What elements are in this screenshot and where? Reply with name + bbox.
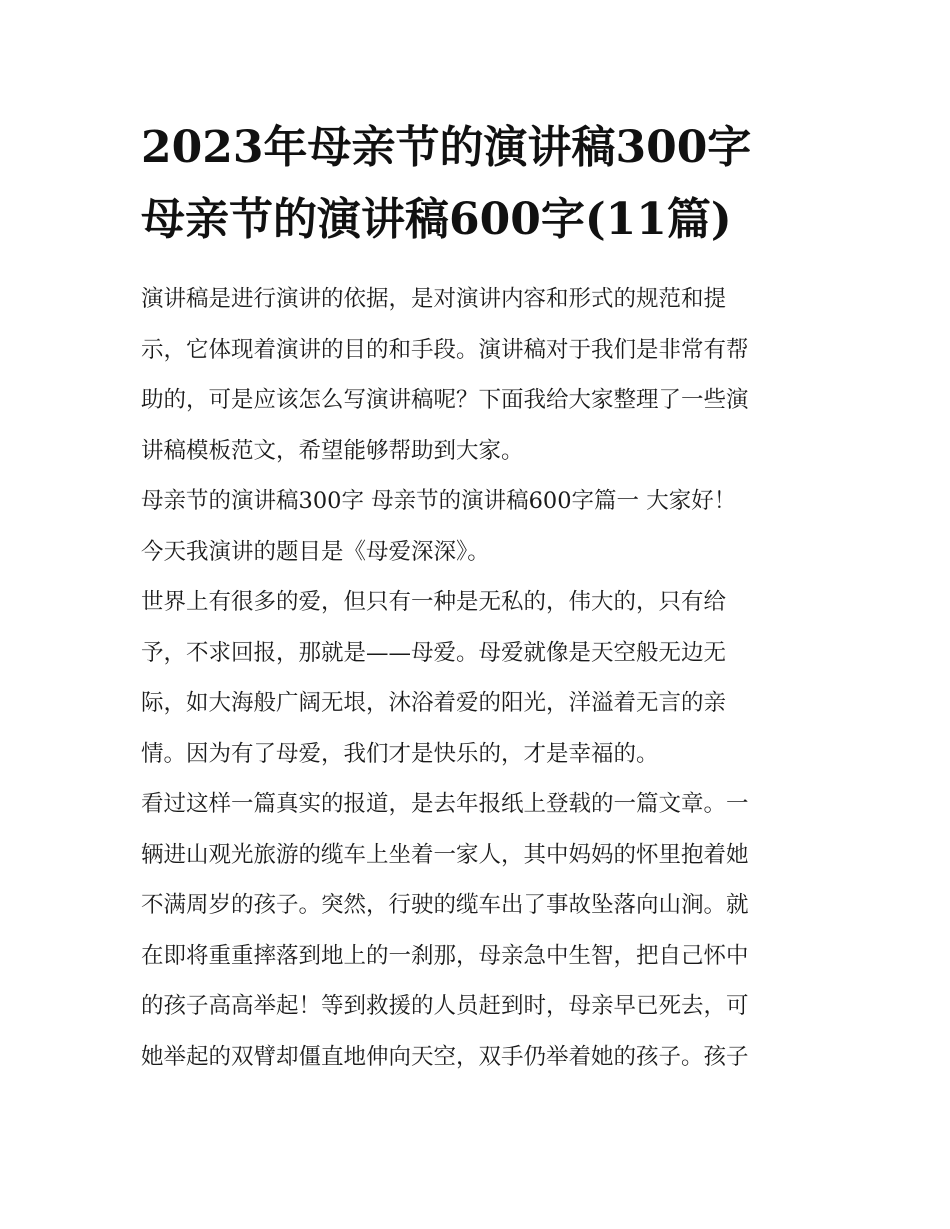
text-line: 世界上有很多的爱，但只有一种是无私的，伟大的，只有给 <box>141 589 727 615</box>
text-line: 她举起的双臂却僵直地伸向天空，双手仍举着她的孩子。孩子 <box>141 1043 749 1070</box>
title-line: 母亲节的演讲稿600字(11篇) <box>141 194 732 245</box>
section-heading-paragraph <box>141 476 813 527</box>
text-line: 的孩子高高举起！等到救援的人员赶到时，母亲早已死去，可 <box>141 993 749 1019</box>
text-line: 不满周岁的孩子。突然，行驶的缆车出了事故坠落向山涧。就 <box>141 892 749 918</box>
text-line: 情。因为有了母爱，我们才是快乐的，才是幸福的。 <box>141 740 659 767</box>
body-paragraph <box>141 577 813 779</box>
text-line: 际，如大海般广阔无垠，沐浴着爱的阳光，洋溢着无言的亲 <box>141 690 727 716</box>
text-line: 讲稿模板范文，希望能够帮助到大家。 <box>141 437 524 464</box>
text-line: 母亲节的演讲稿300字 母亲节的演讲稿600字篇一 大家好！ <box>141 488 737 514</box>
text-line: 予，不求回报，那就是——母爱。母爱就像是天空般无边无 <box>141 639 727 666</box>
document-body <box>141 274 813 1082</box>
text-line: 在即将重重摔落到地上的一刹那，母亲急中生智，把自己怀中 <box>141 942 749 969</box>
text-line: 看过这样一篇真实的报道，是去年报纸上登载的一篇文章。一 <box>141 791 749 817</box>
body-paragraph <box>141 779 813 1082</box>
text-line: 辆进山观光旅游的缆车上坐着一家人，其中妈妈的怀里抱着她 <box>141 841 749 868</box>
intro-paragraph <box>141 274 813 476</box>
document-content <box>141 112 813 1082</box>
document-title <box>141 112 813 256</box>
text-line: 今天我演讲的题目是《母爱深深》。 <box>141 538 490 565</box>
title-line: 2023年母亲节的演讲稿300字 <box>141 122 752 173</box>
text-line: 助的，可是应该怎么写演讲稿呢？下面我给大家整理了一些演 <box>141 387 749 413</box>
speech-topic-paragraph <box>141 527 813 578</box>
text-line: 演讲稿是进行演讲的依据，是对演讲内容和形式的规范和提 <box>141 286 727 312</box>
text-line: 示，它体现着演讲的目的和手段。演讲稿对于我们是非常有帮 <box>141 336 749 363</box>
